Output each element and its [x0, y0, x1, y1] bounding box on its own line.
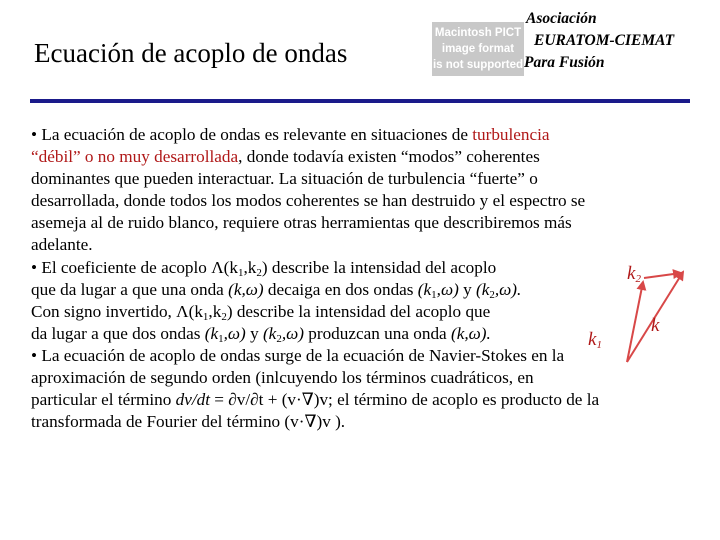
highlight-text: turbulencia	[472, 125, 550, 144]
body-line: Con signo invertido, $\Lambda(k_1,k_2)$ describe la intensidad del acoplo que	[31, 301, 491, 323]
body-line: desarrollada, donde todos los modos coherentes se han destruido y el espectro se	[31, 191, 586, 211]
pict-line-3: is not supported	[432, 59, 524, 71]
body-line: • El coeficiente de acoplo $\Lambda(k_1,k_2)$ describe la intensidad del acoplo	[31, 257, 497, 279]
label-k2: $k_2$	[627, 263, 641, 285]
org-line-1: Asociación	[526, 10, 597, 27]
body-line: que da lugar a que una onda (k,ω) decaiga en dos ondas $(k_1,\omega)$ y $(k_2,\omega)$.	[31, 279, 522, 301]
label-k: k	[651, 315, 660, 336]
org-line-3: Para Fusión	[524, 54, 605, 71]
org-line-2: EURATOM-CIEMAT	[534, 32, 675, 49]
pict-line-2: image format	[441, 43, 515, 55]
body-line: adelante.	[31, 235, 93, 255]
body-line: • La ecuación de acoplo de ondas surge de la ecuación de Navier-Stokes en la	[31, 345, 565, 365]
vector-k2-arrow	[644, 273, 681, 278]
body-line: aproximación de segundo orden (inlcuyendo los términos cuadráticos, en	[31, 368, 534, 388]
highlight-text: “débil” o no muy desarrollada	[31, 147, 239, 167]
body-line: • La ecuación de acoplo de ondas es relevante en situaciones de turbulencia	[31, 125, 550, 144]
body-line: particular el término dv/dt = ∂v/∂t + (v·∇)v; el término de acoplo es producto de la	[31, 390, 600, 410]
body-line: da lugar a que dos ondas $(k_1,\omega)$ y $(k_2,\omega)$ produzcan una onda (k,ω).	[31, 323, 491, 345]
pict-line-1: Macintosh PICT	[434, 27, 522, 39]
body-line: transformada de Fourier del término (v·∇)v ).	[31, 412, 346, 432]
body-line: “débil” o no muy desarrollada, donde todavía existen “modos” coherentes	[31, 147, 540, 167]
label-k1: $k_1$	[588, 329, 602, 351]
body-line: asemeja al de ruido blanco, requiere otras herramientas que describiremos más	[31, 213, 572, 233]
body-line: dominantes que pueden interactuar. La situación de turbulencia “fuerte” o	[31, 169, 538, 189]
slide-title: Ecuación de acoplo de ondas	[34, 38, 348, 68]
